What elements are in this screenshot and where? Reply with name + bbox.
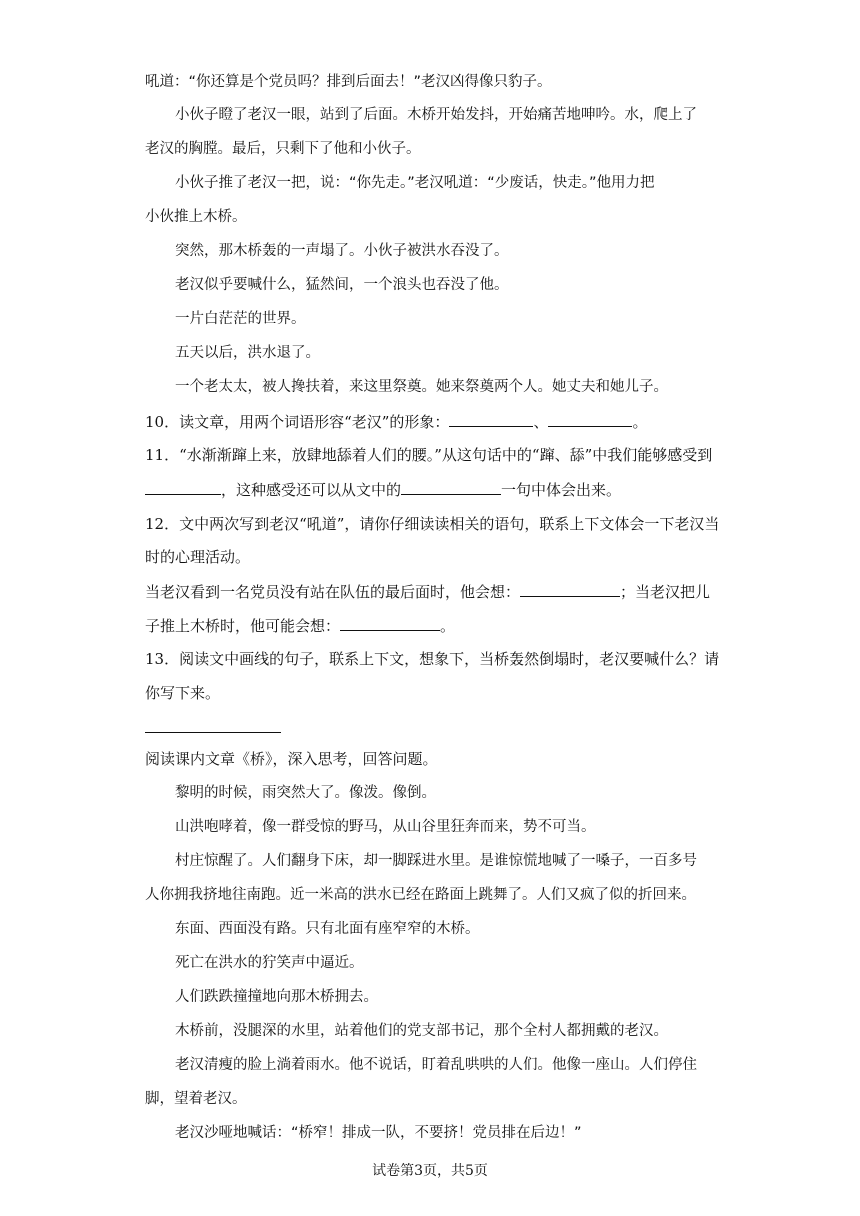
passage-line: 人你拥我挤地往南跑。近一米高的洪水已经在路面上跳舞了。人们又疯了似的折回来。	[145, 887, 696, 903]
passage-line: 突然，那木桥轰的一声塌了。小伙子被洪水吞没了。	[175, 243, 509, 259]
passage-line: 小伙推上木桥。	[145, 209, 247, 225]
passage-line: 吼道：“你还算是个党员吗？排到后面去！”老汉凶得像只豹子。	[145, 74, 552, 90]
answer-blank[interactable]	[145, 479, 221, 495]
passage-line: 脚，望着老汉。	[145, 1091, 247, 1107]
answer-blank[interactable]	[520, 581, 620, 597]
passage-line: 死亡在洪水的狞笑声中逼近。	[175, 955, 364, 971]
passage-line: 五天以后，洪水退了。	[175, 345, 320, 361]
passage-line: 老汉似乎要喊什么，猛然间，一个浪头也吞没了他。	[175, 277, 509, 293]
question-11-line2: ，这种感受还可以从文中的 一句中体会出来。	[145, 479, 725, 500]
section-intro: 阅读课内文章《桥》，深入思考，回答问题。	[145, 750, 438, 768]
passage-line: 山洪咆哮着，像一群受惊的野马，从山谷里狂奔而来，势不可当。	[175, 819, 596, 835]
question-12-line2: 时的心理活动。	[145, 548, 251, 566]
passage-line: 黎明的时候，雨突然大了。像泼。像倒。	[175, 785, 436, 801]
passage-line: 小伙子瞪了老汉一眼，站到了后面。木桥开始发抖，开始痛苦地呻吟。水，爬上了	[175, 107, 697, 123]
question-13-line2: 你写下来。	[145, 684, 221, 702]
passage-line: 木桥前，没腿深的水里，站着他们的党支部书记，那个全村人都拥戴的老汉。	[175, 1023, 668, 1039]
question-12-line3: 当老汉看到一名党员没有站在队伍的最后面时，他会想： ；当老汉把儿	[145, 583, 711, 601]
answer-blank[interactable]	[401, 479, 501, 495]
passage-line: 一片白茫茫的世界。	[175, 311, 306, 327]
answer-line[interactable]	[145, 732, 281, 733]
answer-blank[interactable]	[449, 411, 533, 427]
answer-blank[interactable]	[340, 615, 440, 631]
passage-line: 老汉的胸膛。最后，只剩下了他和小伙子。	[145, 141, 421, 157]
passage-line: 小伙子推了老汉一把，说：“你先走。”老汉吼道：“少废话，快走。”他用力把	[175, 175, 655, 191]
page-footer: 试卷第3页，共5页	[372, 1163, 488, 1179]
passage-line: 人们跌跌撞撞地向那木桥拥去。	[175, 989, 378, 1005]
passage-line: 老汉沙哑地喊话：“桥窄！排成一队，不要挤！党员排在后边！”	[175, 1125, 582, 1141]
question-10: 10．读文章，用两个词语形容“老汉”的形象： 、 。	[145, 413, 648, 431]
passage-line: 村庄惊醒了。人们翻身下床，却一脚踩进水里。是谁惊慌地喊了一嗓子，一百多号	[175, 853, 697, 869]
question-12-line4: 子推上木桥时，他可能会想： 。	[145, 617, 456, 635]
passage-line: 老汉清瘦的脸上淌着雨水。他不说话，盯着乱哄哄的人们。他像一座山。人们停住	[175, 1057, 697, 1073]
answer-blank[interactable]	[548, 411, 632, 427]
question-12-line1: 12．文中两次写到老汉“吼道”，请你仔细读读相关的语句，联系上下文体会一下老汉当	[145, 515, 720, 533]
passage-line: 东面、西面没有路。只有北面有座窄窄的木桥。	[175, 921, 480, 937]
question-13-line1: 13．阅读文中画线的句子，联系上下文，想象下，当桥轰然倒塌时，老汉要喊什么？请	[145, 650, 720, 668]
question-11-line1: 11．“水渐渐蹿上来，放肆地舔着人们的腰。”从这句话中的“蹿、舔”中我们能够感受到	[145, 446, 713, 464]
passage-line: 一个老太太，被人搀扶着，来这里祭奠。她来祭奠两个人。她丈夫和她儿子。	[175, 379, 668, 395]
